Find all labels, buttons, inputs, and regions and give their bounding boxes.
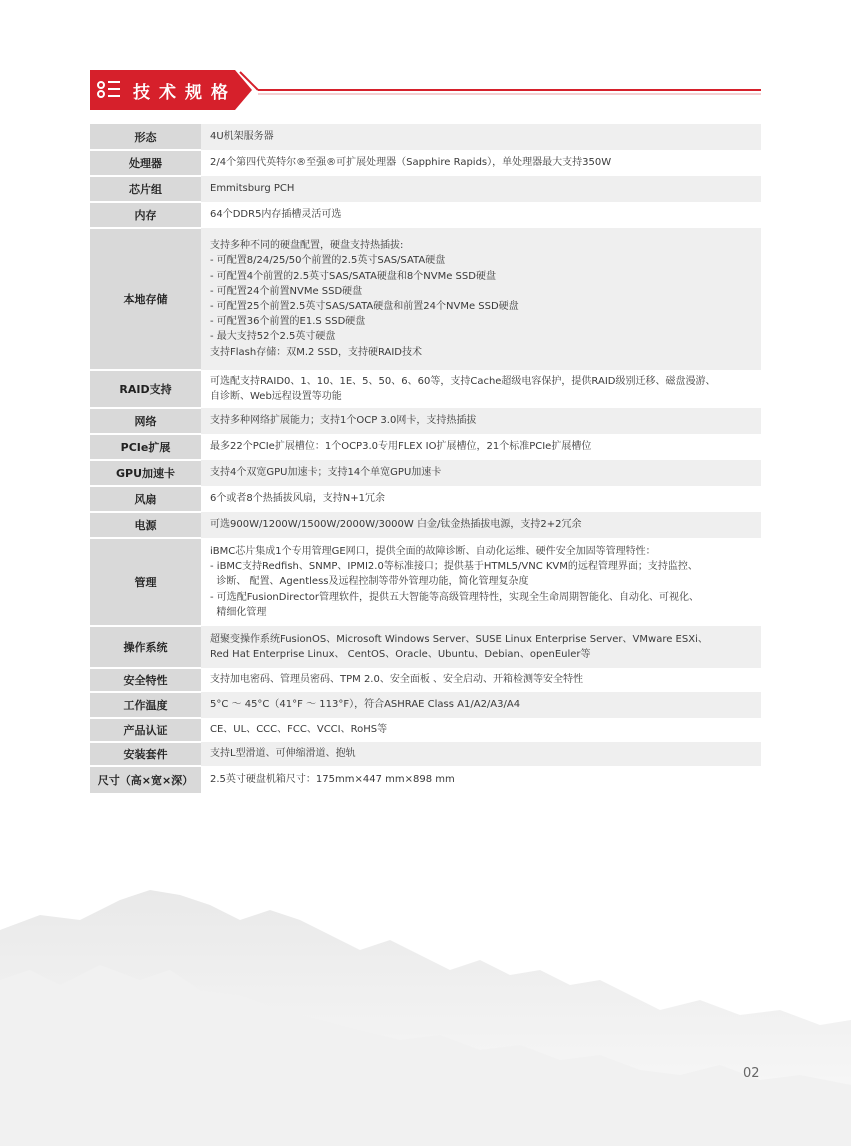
spec-value-line: 诊断、 配置、Agentless及远程控制等带外管理功能，简化管理复杂度 [210, 576, 529, 588]
spec-value-line: - 可配置4个前置的2.5英寸SAS/SATA硬盘和8个NVMe SSD硬盘 [210, 270, 496, 282]
spec-value-line: 2.5英寸硬盘机箱尺寸：175mm×447 mm×898 mm [210, 774, 455, 786]
specs-icon [96, 79, 122, 101]
spec-row [90, 718, 761, 742]
spec-row [90, 512, 761, 538]
spec-value-line: 可选配支持RAID0、1、10、1E、5、50、6、60等，支持Cache超级电容保护，提供RAID级别迁移、磁盘漫游、 [210, 375, 716, 387]
spec-value [201, 742, 761, 766]
spec-row [90, 742, 761, 766]
spec-row [90, 434, 761, 460]
spec-value-line: - iBMC支持Redfish、SNMP、IPMI2.0等标准接口；提供基于HTML5/VNC KVM的远程管理界面；支持监控、 [210, 561, 698, 573]
spec-value-line: 5°C ～ 45°C（41°F ～ 113°F），符合ASHRAE Class A1/A2/A3/A4 [210, 699, 521, 711]
spec-value-line: 2/4个第四代英特尔®至强®可扩展处理器（Sapphire Rapids），单处理器最大支持350W [210, 157, 612, 169]
spec-value [201, 538, 761, 626]
spec-row [90, 766, 761, 794]
spec-label: 本地存储 [90, 228, 201, 370]
spec-value-line: CE、UL、CCC、FCC、VCCI、RoHS等 [210, 724, 388, 736]
spec-value-line: 支持加电密码、管理员密码、TPM 2.0、安全面板 、安全启动、开箱检测等安全特性 [210, 674, 584, 686]
spec-value-line: 最多22个PCIe扩展槽位：1个OCP3.0专用FLEX IO扩展槽位，21个标准PCIe扩展槽位 [210, 441, 592, 453]
spec-value [201, 150, 761, 176]
spec-label: 风扇 [90, 486, 201, 512]
spec-value-line: - 可配置8/24/25/50个前置的2.5英寸SAS/SATA硬盘 [210, 255, 446, 267]
spec-value [201, 486, 761, 512]
spec-value-line: 支持多种网络扩展能力；支持1个OCP 3.0网卡，支持热插拔 [210, 415, 477, 427]
spec-value [201, 176, 761, 202]
spec-label: GPU加速卡 [90, 460, 201, 486]
spec-row [90, 668, 761, 692]
spec-value [201, 202, 761, 228]
spec-value-line: 自诊断、Web远程设置等功能 [210, 391, 342, 402]
spec-value-line: iBMC芯片集成1个专用管理GE网口，提供全面的故障诊断、自动化运维、硬件安全加固等管理特性： [210, 545, 656, 557]
spec-row [90, 486, 761, 512]
spec-value-line: 64个DDR5内存插槽灵活可选 [210, 209, 342, 221]
section-title: 技术规格 [133, 83, 237, 103]
spec-label: 产品认证 [90, 718, 201, 742]
spec-value-line: Red Hat Enterprise Linux、 CentOS、Oracle、Ubuntu、Debian、openEuler等 [210, 649, 591, 660]
spec-value-line: 6个或者8个热插拔风扇，支持N+1冗余 [210, 493, 385, 505]
spec-value [201, 668, 761, 692]
spec-value-line: Emmitsburg PCH [210, 183, 295, 195]
spec-value [201, 228, 761, 370]
spec-row [90, 538, 761, 626]
spec-row [90, 150, 761, 176]
spec-row [90, 370, 761, 408]
spec-value [201, 512, 761, 538]
spec-value [201, 408, 761, 434]
spec-label: 安装套件 [90, 742, 201, 766]
spec-value [201, 626, 761, 668]
spec-row [90, 408, 761, 434]
spec-value-line: - 可选配FusionDirector管理软件，提供五大智能等高级管理特性，实现全生命周期智能化、自动化、可视化、 [210, 591, 699, 603]
spec-value-line: 支持多种不同的硬盘配置，硬盘支持热插拔: [210, 240, 404, 252]
spec-label: 尺寸（高×宽×深） [90, 766, 201, 794]
spec-value-line: - 可配置25个前置2.5英寸SAS/SATA硬盘和前置24个NVMe SSD硬盘 [210, 301, 519, 312]
spec-row [90, 626, 761, 668]
spec-label: 管理 [90, 538, 201, 626]
spec-value [201, 460, 761, 486]
spec-label: RAID支持 [90, 370, 201, 408]
page-number: 02 [743, 1066, 760, 1081]
spec-value-line: 支持4个双宽GPU加速卡；支持14个单宽GPU加速卡 [210, 467, 442, 479]
spec-row [90, 124, 761, 150]
spec-value-line: 可选900W/1200W/1500W/2000W/3000W 白金/钛金热插拔电源，支持2+2冗余 [210, 519, 582, 531]
spec-value [201, 434, 761, 460]
mountain-background-image [0, 860, 851, 1146]
spec-value-line: - 可配置36个前置的E1.S SSD硬盘 [210, 316, 366, 328]
spec-label: 工作温度 [90, 692, 201, 718]
spec-label: 安全特性 [90, 668, 201, 692]
spec-value [201, 692, 761, 718]
spec-label: 芯片组 [90, 176, 201, 202]
spec-value-line: 支持Flash存储：双M.2 SSD，支持硬RAID技术 [210, 346, 422, 358]
spec-value-line: - 最大支持52个2.5英寸硬盘 [210, 331, 336, 343]
spec-row [90, 692, 761, 718]
specifications-table [90, 124, 761, 795]
spec-value [201, 766, 761, 794]
section-header [0, 66, 851, 116]
spec-label: 内存 [90, 202, 201, 228]
header-banner [0, 66, 851, 116]
spec-value-line: - 可配置24个前置NVMe SSD硬盘 [210, 285, 363, 297]
spec-label: PCIe扩展 [90, 434, 201, 460]
spec-label: 操作系统 [90, 626, 201, 668]
spec-label: 形态 [90, 124, 201, 150]
spec-value-line: 支持L型滑道、可伸缩滑道、抱轨 [210, 748, 356, 760]
spec-label: 电源 [90, 512, 201, 538]
spec-row [90, 460, 761, 486]
spec-value [201, 124, 761, 150]
spec-label: 网络 [90, 408, 201, 434]
spec-row [90, 176, 761, 202]
spec-value-line: 4U机架服务器 [210, 131, 274, 143]
spec-value [201, 370, 761, 408]
spec-row [90, 228, 761, 370]
spec-value [201, 718, 761, 742]
spec-value-line: 精细化管理 [210, 606, 267, 618]
spec-row [90, 202, 761, 228]
spec-value-line: 超聚变操作系统FusionOS、Microsoft Windows Server、SUSE Linux Enterprise Server、VMware ESXi、 [210, 633, 708, 645]
spec-label: 处理器 [90, 150, 201, 176]
